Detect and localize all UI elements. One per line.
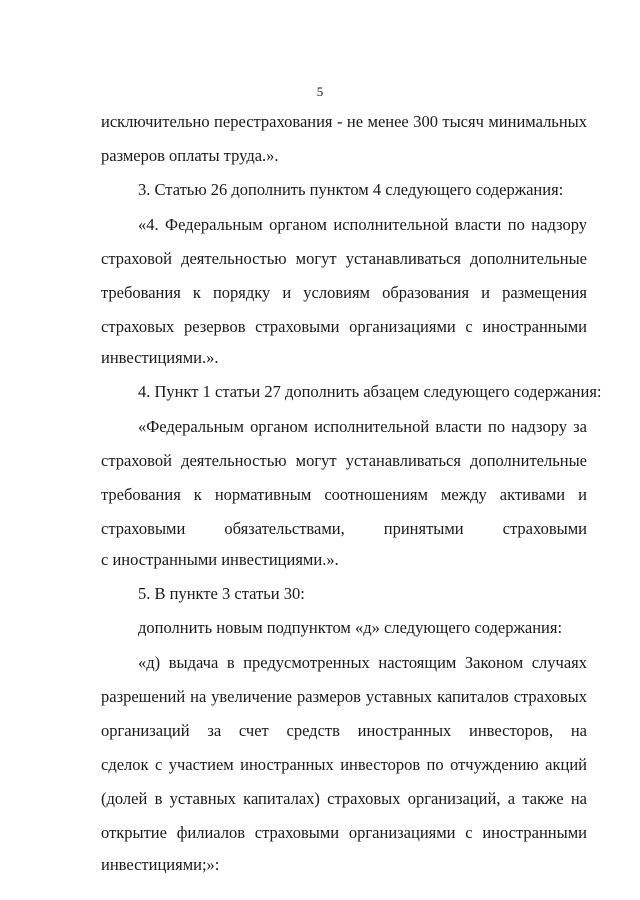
text-line: «4. Федеральным органом исполнительной власти по надзору (138, 215, 587, 234)
text-line: страховой деятельностью могут устанавливаться дополнительные (101, 249, 587, 268)
text-line: «д) выдача в предусмотренных настоящим Законом случаях (138, 653, 587, 672)
page-number: 5 (316, 84, 324, 99)
text-line: 3. Статью 26 дополнить пунктом 4 следующего содержания: (138, 180, 564, 199)
text-line: 5. В пункте 3 статьи 30: (138, 584, 305, 603)
text-line: исключительно перестрахования - не менее 300 тысяч минимальных (101, 112, 587, 131)
text-line: 4. Пункт 1 статьи 27 дополнить абзацем следующего содержания: (138, 382, 602, 401)
text-line: страховыми обязательствами, принятыми страховыми (101, 519, 587, 538)
text-line: открытие филиалов страховыми организациями с иностранными (101, 823, 587, 842)
text-line: дополнить новым подпунктом «д» следующего содержания: (138, 618, 563, 637)
text-line: страховых резервов страховыми организациями с иностранными (101, 317, 587, 336)
text-line: разрешений на увеличение размеров уставных капиталов страховых (101, 687, 587, 706)
text-line: размеров оплаты труда.». (101, 146, 279, 165)
text-line: сделок с участием иностранных инвесторов по отчуждению акций (101, 755, 587, 774)
text-line: требования к порядку и условиям образования и размещения (101, 283, 587, 302)
text-line: (долей в уставных капиталах) страховых организаций, а также на (101, 789, 587, 808)
text-line: «Федеральным органом исполнительной власти по надзору за (138, 417, 587, 436)
text-line: требования к нормативным соотношениям между активами и (101, 485, 587, 504)
text-line: страховой деятельностью могут устанавливаться дополнительные (101, 451, 587, 470)
text-line: инвестициями;»: (101, 855, 220, 874)
text-line: инвестициями.». (101, 348, 219, 367)
text-line: с иностранными инвестициями.». (101, 550, 339, 569)
text-line: организаций за счет средств иностранных инвесторов, на (101, 721, 587, 740)
